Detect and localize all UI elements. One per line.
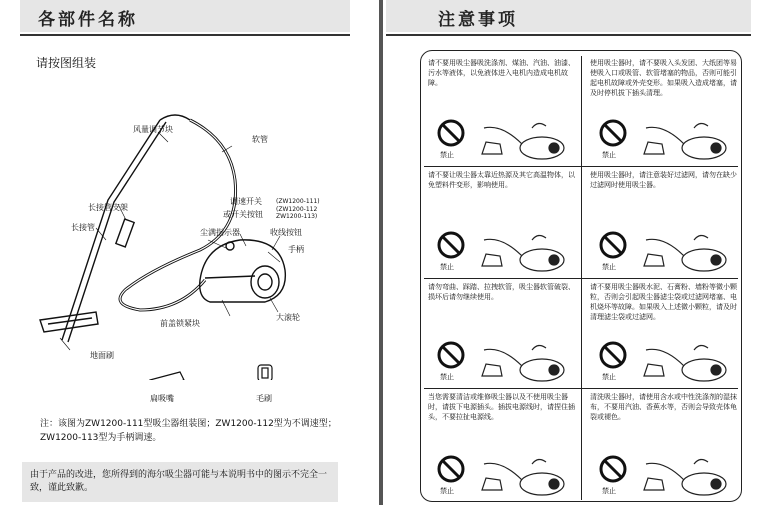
right-header-bar — [386, 0, 751, 32]
prohibited-icon — [436, 230, 466, 260]
flat-nozzle-shape — [150, 372, 184, 380]
precaution-illustration — [472, 226, 572, 274]
disclaimer-text: 由于产品的改进，您所得到的海尔吸尘器可能与本说明书中的图示不完全一致，谨此致歉。 — [30, 470, 328, 493]
precaution-cell — [590, 58, 740, 166]
label-full-indicator: 尘满指示器 — [200, 228, 240, 237]
precaution-illustration — [472, 114, 572, 162]
precaution-cell — [590, 170, 740, 278]
label-flat-nozzle: 扁吸嘴 — [150, 394, 174, 403]
precaution-illustration — [634, 336, 734, 384]
precautions-row-divider-2 — [424, 278, 738, 279]
prohibited-label: 禁止 — [602, 263, 616, 271]
prohibited-label: 禁止 — [440, 373, 454, 381]
label-tube-bracket: 长接管支架 — [88, 203, 128, 212]
label-brush: 毛刷 — [256, 394, 272, 403]
precaution-illustration — [634, 226, 734, 274]
precaution-text: 使用吸尘器时，请注意装好过滤网，请勿在缺少过滤网时使用吸尘器。 — [590, 171, 737, 189]
prohibited-label: 禁止 — [440, 263, 454, 271]
precaution-text: 请不要用吸尘器吸水泥、石膏粉、墙粉等微小颗粒，否则会引起吸尘器滤尘袋或过滤网堵塞、电机烧坏等故障。如果吸入上述微小颗粒，请及时清理滤尘袋或过滤网。 — [590, 283, 737, 321]
prohibited-icon — [598, 340, 628, 370]
model-note: 注：该图为ZW1200-111型吸尘器组装图；ZW1200-112型为不调速型；ZW1200-113型为手柄调速。 — [40, 419, 337, 443]
precaution-cell — [590, 282, 740, 388]
label-front-cover-button: 前盖锁紧块 — [160, 319, 200, 328]
left-header-bar — [20, 0, 350, 32]
left-page — [0, 0, 378, 505]
floor-brush-shape — [40, 312, 98, 332]
precaution-cell — [428, 392, 578, 502]
left-header-rule — [20, 34, 350, 36]
label-hose: 软管 — [252, 135, 268, 144]
prohibited-icon — [436, 454, 466, 484]
right-header-rule — [386, 34, 751, 36]
page-divider — [379, 0, 383, 505]
label-air-valve: 风量调节块 — [133, 125, 173, 134]
label-speed-switch-model: (ZW1200-111) — [276, 198, 320, 205]
precaution-text: 请不要让吸尘器太靠近热源及其它高温物体，以免塑料件变形，影响使用。 — [428, 171, 575, 189]
label-floor-brush: 地面刷 — [90, 351, 114, 360]
label-switch-button-models: (ZW1200-112 ZW1200-113) — [276, 206, 318, 220]
prohibited-icon — [598, 454, 628, 484]
precaution-illustration — [472, 450, 572, 498]
precaution-text: 请勿弯曲、踩踏、拉拽软管，吸尘器软管破裂、损坏后请勿继续使用。 — [428, 283, 575, 301]
precaution-text: 请不要用吸尘器吸洗涤剂、煤油、汽油、油漆、污水等液体，以免液体进入电机内造成电机故障。 — [428, 59, 575, 87]
prohibited-icon — [436, 118, 466, 148]
assembly-instruction: 请按图组装 — [36, 56, 97, 70]
right-page-title: 注意事项 — [438, 10, 518, 30]
precaution-illustration — [634, 450, 734, 498]
vacuum-cleaner-diagram — [0, 80, 378, 380]
label-handle: 手柄 — [288, 245, 304, 254]
label-switch-button: 或开关按钮 — [223, 210, 263, 219]
label-long-tube: 长接管 — [71, 223, 95, 232]
precaution-text: 当您需要清洁或维修吸尘器以及不使用吸尘器时，请拔下电源插头。插拔电源线时，请捏住插头，不要拉扯电源线。 — [428, 393, 575, 421]
precaution-cell — [590, 392, 740, 502]
label-big-wheel: 大滚轮 — [276, 313, 300, 322]
precautions-row-divider-3 — [424, 388, 738, 389]
prohibited-label: 禁止 — [440, 151, 454, 159]
prohibited-icon — [598, 230, 628, 260]
precaution-cell — [428, 58, 578, 166]
prohibited-label: 禁止 — [602, 373, 616, 381]
label-speed-switch: 调速开关 — [230, 197, 262, 206]
prohibited-label: 禁止 — [602, 151, 616, 159]
precautions-row-divider-1 — [424, 166, 738, 167]
precaution-illustration — [472, 336, 572, 384]
prohibited-icon — [598, 118, 628, 148]
prohibited-label: 禁止 — [602, 487, 616, 495]
precaution-text: 清洗吸尘器时，请使用含水或中性洗涤剂的湿抹布，不要用汽油、香蕉水等，否则会导致壳体龟裂或褪色。 — [590, 393, 737, 421]
precaution-text: 使用吸尘器时，请不要吸入头发团、大纸团等易使吸入口或吸管、软管堵塞的物品，否则可能引起电机故障或外壳变形。如果吸入造成堵塞，请及时停机拔下插头清理。 — [590, 59, 737, 97]
left-page-title: 各部件名称 — [38, 10, 138, 30]
label-cord-button: 收线按钮 — [270, 228, 302, 237]
precaution-cell — [428, 170, 578, 278]
disclaimer-bar — [22, 462, 338, 502]
prohibited-icon — [436, 340, 466, 370]
precaution-illustration — [634, 114, 734, 162]
precaution-cell — [428, 282, 578, 388]
prohibited-label: 禁止 — [440, 487, 454, 495]
